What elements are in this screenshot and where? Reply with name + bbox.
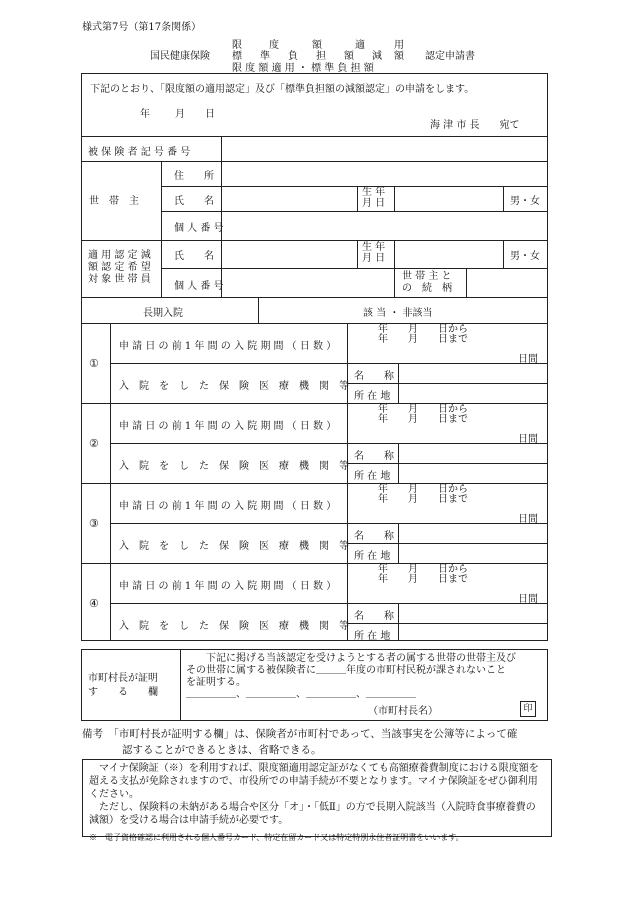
inst-location-label-3: 所 在 地 <box>354 551 391 562</box>
notice-paragraph-1: マイナ保険証（※）を利用すれば、限度額適用認定証がなくても高額療養費制度における限度額を超える支払が免除されますので、市役所での申請手続が不要となります。マイナ保険証をぜひ御利用ください。 <box>89 763 539 800</box>
title-line-3: 限 度 額 適 用 ・ 標 準 負 担 額 <box>232 63 374 74</box>
remarks-line-2: 認することができるときは、省略できる。 <box>122 744 322 756</box>
period-days-label-2: 申 請 日 の 前 1 年 間 の 入 院 期 間 （ 日 数 ） <box>119 421 337 432</box>
householder-name-label: 氏 名 <box>174 196 214 207</box>
cert-label: 市町村長が証明 す る 欄 <box>88 673 158 698</box>
period-days-unit-3: 日間 <box>518 514 538 525</box>
inst-name-label-3: 名 称 <box>354 531 394 542</box>
long-term-select[interactable]: 該 当 ・ 非該当 <box>363 308 433 319</box>
mayor-certification-box <box>81 649 548 721</box>
period-dates-1[interactable]: 年 月 日から 年 月 日まで <box>378 324 468 345</box>
institution-label-3: 入 院 を し た 保 険 医 療 機 関 等 <box>119 541 349 552</box>
period-mark-2: ② <box>89 437 99 450</box>
householder-label: 世 帯 主 <box>89 196 139 207</box>
cert-signer: （市町村長名） <box>368 706 438 717</box>
addressee: 海 津 市 長 宛て <box>430 120 520 131</box>
period-days-unit-1: 日間 <box>518 354 538 365</box>
target-mynumber-label: 個 人 番 号 <box>174 281 224 292</box>
period-dates-4[interactable]: 年 月 日から 年 月 日まで <box>378 564 468 585</box>
institution-label-4: 入 院 を し た 保 険 医 療 機 関 等 <box>119 621 349 632</box>
inst-location-label-2: 所 在 地 <box>354 471 391 482</box>
intro-text: 下記のとおり、「限度額の適用認定」及び「標準負担額の減額認定」の申請をします。 <box>90 84 475 95</box>
insured-number-label: 被 保 険 者 記 号 番 号 <box>88 147 191 158</box>
householder-name-field[interactable] <box>222 188 356 210</box>
inst-name-label-1: 名 称 <box>354 371 394 382</box>
householder-address-label: 住 所 <box>174 171 214 182</box>
date-day: 日 <box>205 109 215 120</box>
period-dates-3[interactable]: 年 月 日から 年 月 日まで <box>378 484 468 505</box>
remarks <box>82 726 552 758</box>
period-days-unit-4: 日間 <box>518 594 538 605</box>
relation-label: 世 帯 主 と の 続 柄 <box>402 271 452 294</box>
householder-birth-label: 生 年 月 日 <box>362 187 386 209</box>
target-mynumber-field[interactable] <box>222 270 393 296</box>
target-birth-label: 生 年 月 日 <box>362 242 386 264</box>
householder-address-field[interactable] <box>222 163 546 185</box>
target-sex-select[interactable]: 男・女 <box>510 251 540 262</box>
inst-location-label-1: 所 在 地 <box>354 391 391 402</box>
target-name-field[interactable] <box>222 242 356 267</box>
title-prefix: 国民健康保険 <box>150 51 210 62</box>
householder-sex-select[interactable]: 男・女 <box>510 196 540 207</box>
relation-field[interactable] <box>467 270 546 296</box>
insured-number-field[interactable] <box>222 138 546 160</box>
inst-location-label-4: 所 在 地 <box>354 631 391 642</box>
notice-paragraph-2: ただし、保険料の未納がある場合や区分「オ」・「低Ⅱ」の方で長期入院該当（入院時食事療養費の減額）を受ける場合は申請手続が必要です。 <box>89 802 536 826</box>
title-suffix: 認定申請書 <box>425 51 475 62</box>
notice-footnote: ※ 電子資格確認に利用される個人番号カード、特定在留カード又は特定特別永住者証明書をいいます。 <box>89 833 464 842</box>
period-days-label-1: 申 請 日 の 前 1 年 間 の 入 院 期 間 （ 日 数 ） <box>119 341 337 352</box>
target-name-label: 氏 名 <box>174 251 214 262</box>
period-days-label-3: 申 請 日 の 前 1 年 間 の 入 院 期 間 （ 日 数 ） <box>119 501 337 512</box>
long-term-label: 長期入院 <box>143 308 183 319</box>
institution-label-1: 入 院 を し た 保 険 医 療 機 関 等 <box>119 381 349 392</box>
period-days-label-4: 申 請 日 の 前 1 年 間 の 入 院 期 間 （ 日 数 ） <box>119 581 337 592</box>
period-days-unit-2: 日間 <box>518 434 538 445</box>
form-number: 様式第7号（第17条関係） <box>82 22 202 33</box>
institution-label-2: 入 院 を し た 保 険 医 療 機 関 等 <box>119 461 349 472</box>
period-dates-2[interactable]: 年 月 日から 年 月 日まで <box>378 404 468 425</box>
inst-name-label-2: 名 称 <box>354 451 394 462</box>
period-mark-1: ① <box>89 357 99 370</box>
householder-mynumber-field[interactable] <box>222 213 546 239</box>
target-birth-field[interactable] <box>395 242 502 267</box>
householder-mynumber-label: 個 人 番 号 <box>174 223 224 234</box>
cert-text: 下記に掲げる当該認定を受けようとする者の属する世帯の世帯主及び その世帯に属する被保険者に＿＿＿年度の市町村民税が課されないこと を証明する。 ＿＿＿＿＿、＿＿＿＿＿、＿＿＿＿＿、＿＿＿＿＿ <box>186 653 516 700</box>
seal-mark: 印 <box>520 701 536 717</box>
target-member-label: 適 用 認 定 減 額 認 定 希 望 対 象 世 帯 員 <box>88 250 151 285</box>
remarks-line-1: 備考 「市町村長が証明する欄」は、保険者が市町村であって、当該事実を公簿等によって確 <box>82 728 518 740</box>
period-mark-3: ③ <box>89 517 99 530</box>
date-month: 月 <box>175 109 185 120</box>
inst-name-label-4: 名 称 <box>354 611 394 622</box>
application-table <box>81 73 548 641</box>
householder-birth-field[interactable] <box>395 188 502 210</box>
date-year: 年 <box>140 109 150 120</box>
myna-notice-box <box>82 759 552 842</box>
period-mark-4: ④ <box>89 597 99 610</box>
